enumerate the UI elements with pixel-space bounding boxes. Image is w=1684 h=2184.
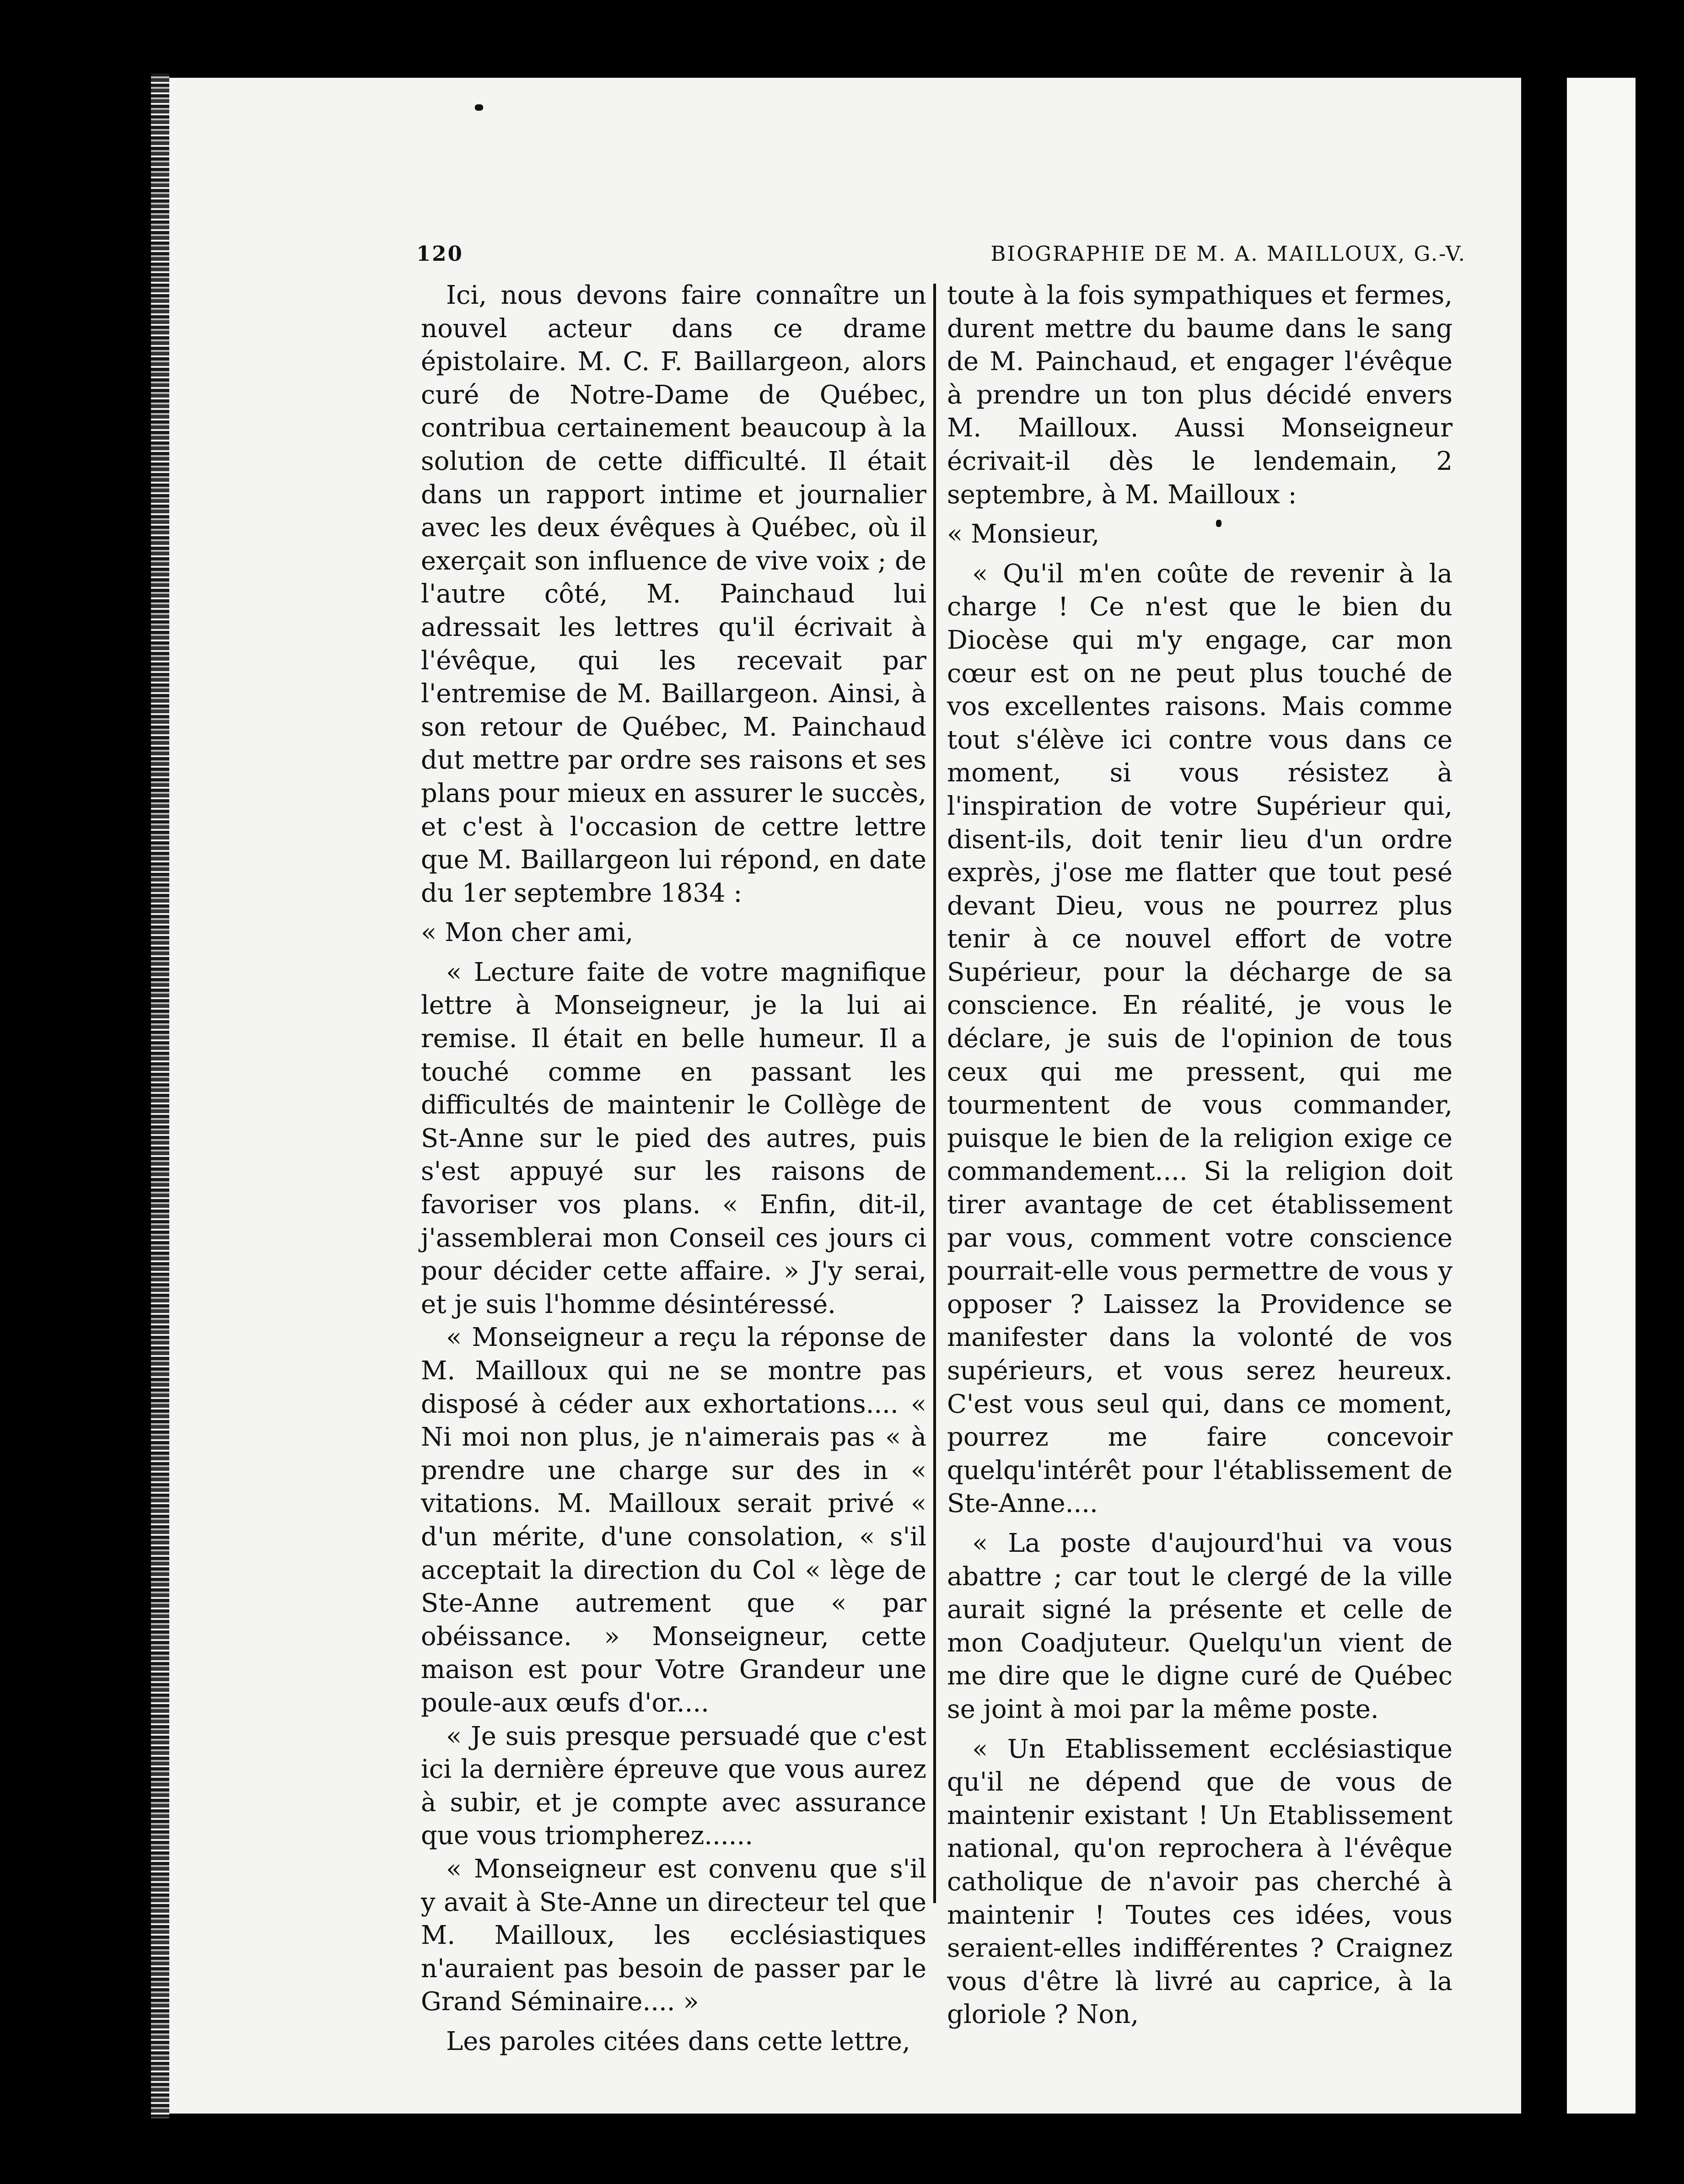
paragraph: « Qu'il m'en coûte de revenir à la charge ! Ce n'est que le bien du Diocèse qui m'y engage, car mon cœur est on ne peut plus touché de vos excellentes raisons. Mais comme tout s'élève ici contre vous dans ce moment, si vous résistez à l'inspiration de votre Supérieur qui, disent-ils, doit tenir lieu d'un ordre exprès, j'ose me flatter que tout pesé devant Dieu, vous ne pourrez plus tenir à ce nouvel effort de votre Supérieur, pour la décharge de sa conscience. En réalité, je vous le déclare, je suis de l'opinion de tous ceux qui me pressent, qui me tourmentent de vous commander, puisque le bien de la religion exige ce commandement.... Si la religion doit tirer avantage de cet établissement par vous, comment votre conscience pourrait-elle vous permettre de vous y opposer ? Laissez la Providence se manifester dans la volonté de vos supérieurs, et vous serez heureux. C'est vous seul qui, dans ce moment, pourrez me faire concevoir quelqu'intérêt pour l'établissement de Ste-Anne.... — [947, 559, 1453, 1519]
paragraph: Les paroles citées dans cette lettre, — [446, 2026, 910, 2056]
left-column — [421, 279, 926, 2056]
paragraph: « Je suis presque persuadé que c'est ici la dernière épreuve que vous aurez à subir, et je compte avec assurance que vous triompherez...... — [421, 1721, 926, 1851]
column-rule — [933, 284, 936, 1903]
paragraph: toute à la fois sympathiques et fermes, durent mettre du baume dans le sang de M. Painchaud, et engager l'évêque à prendre un ton plus décidé envers M. Mailloux. Aussi Monseigneur écrivait-il dès le lendemain, 2 septembre, à M. Mailloux : — [947, 280, 1453, 510]
paragraph: « Monseigneur a reçu la réponse de M. Mailloux qui ne se montre pas disposé à céder aux exhortations.... « Ni moi non plus, je n'aimerais pas « à prendre une charge sur des in « vitations. M. Mailloux serait privé « d'un mérite, d'une consolation, « s'il acceptait la direction du Col « lège de Ste-Anne autrement que « par obéissance. » Monseigneur, cette maison est pour Votre Grandeur une poule-aux œufs d'or.... — [421, 1323, 926, 1718]
print-speck — [475, 104, 483, 111]
facing-page-edge — [1567, 78, 1636, 2114]
paragraph: Ici, nous devons faire connaître un nouvel acteur dans ce drame épistolaire. M. C. F. Baillargeon, alors curé de Notre-Dame de Québec, contribua certainement beaucoup à la solution de cette difficulté. Il était dans un rapport intime et journalier avec les deux évêques à Québec, où il exerçait son influence de vive voix ; de l'autre côté, M. Painchaud lui adressait les lettres qu'il écrivait à l'évêque, qui les recevait par l'entremise de M. Baillargeon. Ainsi, à son retour de Québec, M. Painchaud dut mettre par ordre ses raisons et ses plans pour mieux en assurer le succès, et c'est à l'occasion de cettre lettre que M. Baillargeon lui répond, en date du 1er septembre 1834 : — [421, 280, 926, 908]
paragraph: « Monseigneur est convenu que s'il y avait à Ste-Anne un directeur tel que M. Mailloux, les ecclésiastiques n'auraient pas besoin de passer par le Grand Séminaire.... » — [421, 1854, 926, 2017]
binding-edge — [151, 73, 169, 2118]
page-number: 120 — [416, 242, 463, 266]
running-title: BIOGRAPHIE DE M. A. MAILLOUX, G.-V. — [990, 242, 1466, 266]
salutation: « Mon cher ami, — [421, 918, 634, 948]
paragraph: « Un Etablissement ecclésiastique qu'il ne dépend que de vous de maintenir existant ! Un Etablissement national, qu'on reprochera à l'évêque catholique de n'avoir pas cherché à maintenir ! Toutes ces idées, vous seraient-elles indifférentes ? Craignez vous d'être là livré au caprice, à la gloriole ? Non, — [947, 1734, 1453, 2030]
right-column — [947, 279, 1453, 2030]
running-head — [416, 242, 1466, 274]
paragraph: « Lecture faite de votre magnifique lettre à Monseigneur, je la lui ai remise. Il était en belle humeur. Il a touché comme en passant les difficultés de maintenir le Collège de St-Anne sur le pied des autres, puis s'est appuyé sur les raisons de favoriser vos plans. « Enfin, dit-il, j'assemblerai mon Conseil ces jours ci pour décider cette affaire. » J'y serai, et je suis l'homme désintéressé. — [421, 957, 926, 1319]
paragraph: « La poste d'aujourd'hui va vous abattre ; car tout le clergé de la ville aurait signé la présente et celle de mon Coadjuteur. Quelqu'un vient de me dire que le digne curé de Québec se joint à moi par la même poste. — [947, 1528, 1453, 1724]
salutation: « Monsieur, — [947, 519, 1100, 549]
